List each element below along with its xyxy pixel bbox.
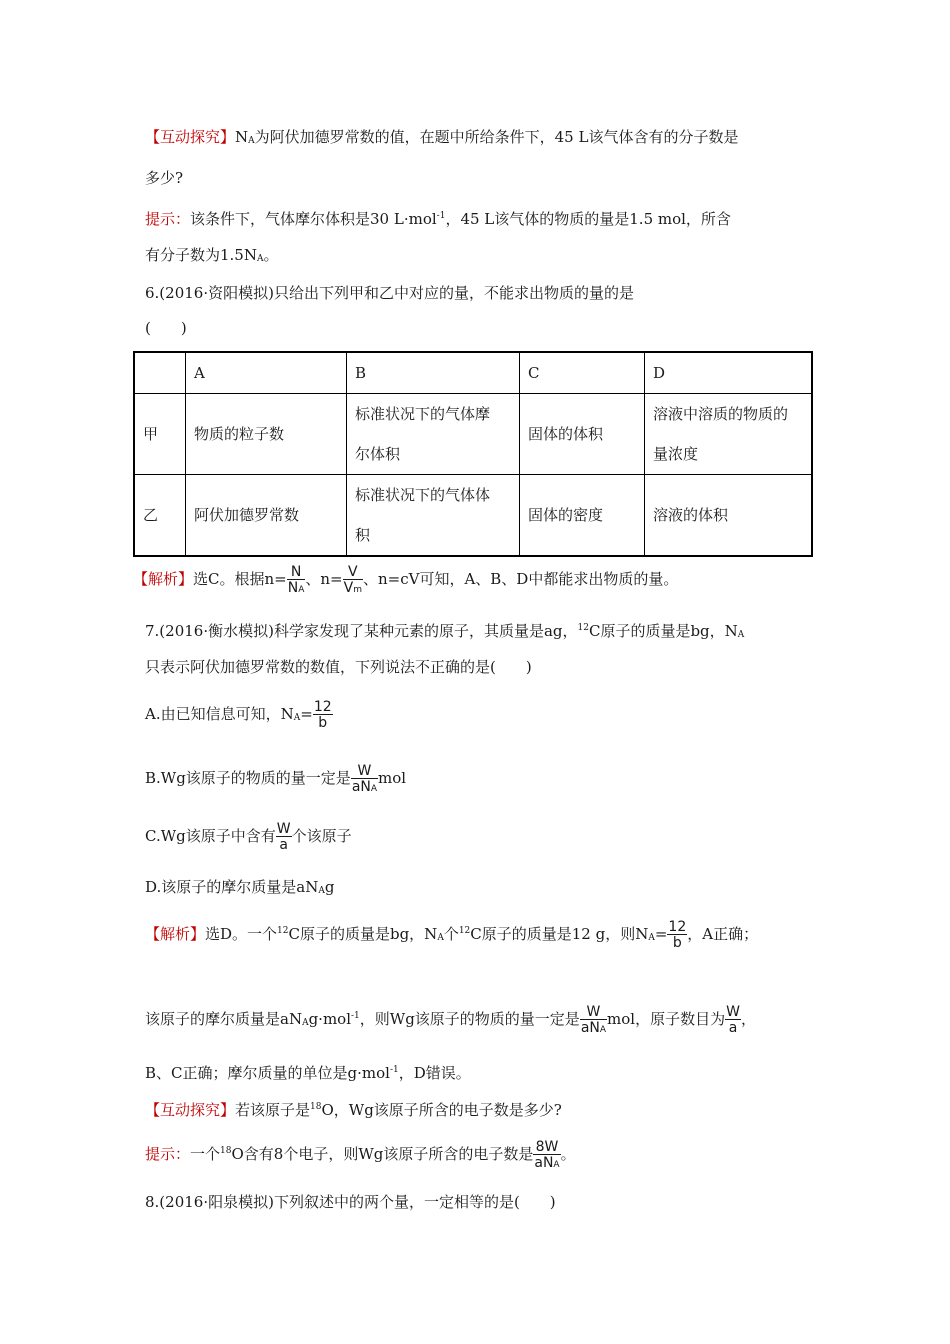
fraction: $\frac{12}{b}$ bbox=[313, 699, 332, 731]
q5-hint-line-1: 提示：该条件下，气体摩尔体积是30 L·mol$^{-1}$，45 L该气体的物质的量是1.5 mol，所含 bbox=[145, 210, 731, 228]
hint-tag: 提示： bbox=[145, 210, 191, 228]
table-cell: 固体的体积 bbox=[520, 394, 645, 475]
explore-tag: 【互动探究】 bbox=[145, 1101, 236, 1119]
q7-stem-line-2: 只表示阿伏加德罗常数的数值，下列说法不正确的是( ) bbox=[145, 658, 532, 676]
q7-option-b: B.Wg该原子的物质的量一定是 $\frac{W}{\text{aNA}}$ mol bbox=[145, 763, 407, 795]
fraction: $\frac{V}{Vm}$ bbox=[343, 564, 362, 596]
q6-answer-paren: ( ) bbox=[145, 319, 187, 337]
table-cell: 标准状况下的气体摩 尔体积 bbox=[347, 394, 520, 475]
table-row bbox=[134, 394, 812, 475]
q7-analysis-line-2: 该原子的摩尔质量是aNAg·mol$^{-1}$，则Wg该原子的物质的量一定是 $\frac{W}{\text{aNA}}$ mol，原子数目为 $\frac{W}{a}$ ， bbox=[145, 1004, 756, 1036]
table-cell: 甲 bbox=[134, 394, 186, 475]
table-header-row bbox=[134, 352, 812, 394]
q6-analysis: 【解析】选C。根据n= $\frac{N}{NA}$ 、n= $\frac{V}{Vm}$ 、n=cV可知，A、B、D中都能求出物质的量。 bbox=[133, 564, 679, 596]
explore-tag: 【互动探究】 bbox=[145, 128, 236, 146]
table-cell: 物质的粒子数 bbox=[186, 394, 347, 475]
q6-table bbox=[133, 351, 813, 557]
table-cell: B bbox=[347, 352, 520, 394]
hint-tag: 提示： bbox=[145, 1145, 191, 1163]
table-cell: 溶液中溶质的物质的 量浓度 bbox=[645, 394, 813, 475]
table-cell: 乙 bbox=[134, 475, 186, 557]
q8-stem: 8.(2016·阳泉模拟)下列叙述中的两个量，一定相等的是( ) bbox=[145, 1193, 556, 1211]
table-cell bbox=[134, 352, 186, 394]
table-cell: D bbox=[645, 352, 813, 394]
q7-analysis-line-1: 【解析】选D。一个$^{12}$C原子的质量是bg，NA个$^{12}$C原子的质量是12 g，则NA= $\frac{12}{b}$ ，A正确； bbox=[145, 919, 759, 951]
fraction: $\frac{W}{\text{aNA}}$ bbox=[580, 1004, 607, 1036]
fraction: $\frac{W}{a}$ bbox=[726, 1004, 740, 1036]
fraction: $\frac{N}{NA}$ bbox=[287, 564, 305, 596]
fraction: $\frac{W}{\text{aNA}}$ bbox=[351, 763, 378, 795]
q7-analysis-line-3: B、C正确；摩尔质量的单位是g·mol$^{-1}$，D错误。 bbox=[145, 1064, 471, 1082]
table-cell: 固体的密度 bbox=[520, 475, 645, 557]
q5-explore-line-1: 【互动探究】NA为阿伏加德罗常数的值，在题中所给条件下，45 L该气体含有的分子数是 bbox=[145, 128, 739, 146]
table-cell: 标准状况下的气体体 积 bbox=[347, 475, 520, 557]
q7-explore: 【互动探究】若该原子是$^{18}$O，Wg该原子所含的电子数是多少? bbox=[145, 1101, 562, 1119]
q7-option-a: A.由已知信息可知，NA= $\frac{12}{b}$ bbox=[145, 699, 332, 731]
fraction: $\frac{8W}{\text{aNA}}$ bbox=[534, 1139, 560, 1171]
q5-hint-line-2: 有分子数为1.5NA。 bbox=[145, 246, 279, 264]
table-cell: C bbox=[520, 352, 645, 394]
analysis-tag: 【解析】 bbox=[133, 570, 194, 588]
q6-stem: 6.(2016·资阳模拟)只给出下列甲和乙中对应的量，不能求出物质的量的是 bbox=[145, 284, 634, 302]
q5-explore-line-2: 多少? bbox=[145, 169, 184, 187]
q7-option-d: D.该原子的摩尔质量是aNAg bbox=[145, 878, 335, 896]
q7-hint: 提示：一个$^{18}$O含有8个电子，则Wg该原子所含的电子数是 $\frac{8W}{\text{aNA}}$ 。 bbox=[145, 1139, 576, 1171]
table-row bbox=[134, 475, 812, 557]
q7-option-c: C.Wg该原子中含有 $\frac{W}{a}$ 个该原子 bbox=[145, 821, 352, 853]
table-cell: 阿伏加德罗常数 bbox=[186, 475, 347, 557]
q7-stem-line-1: 7.(2016·衡水模拟)科学家发现了某种元素的原子，其质量是ag，$^{12}$C原子的质量是bg，NA bbox=[145, 622, 745, 640]
fraction: $\frac{12}{b}$ bbox=[668, 919, 687, 951]
fraction: $\frac{W}{a}$ bbox=[276, 821, 291, 853]
table-cell: A bbox=[186, 352, 347, 394]
table-cell: 溶液的体积 bbox=[645, 475, 813, 557]
analysis-tag: 【解析】 bbox=[145, 925, 206, 943]
